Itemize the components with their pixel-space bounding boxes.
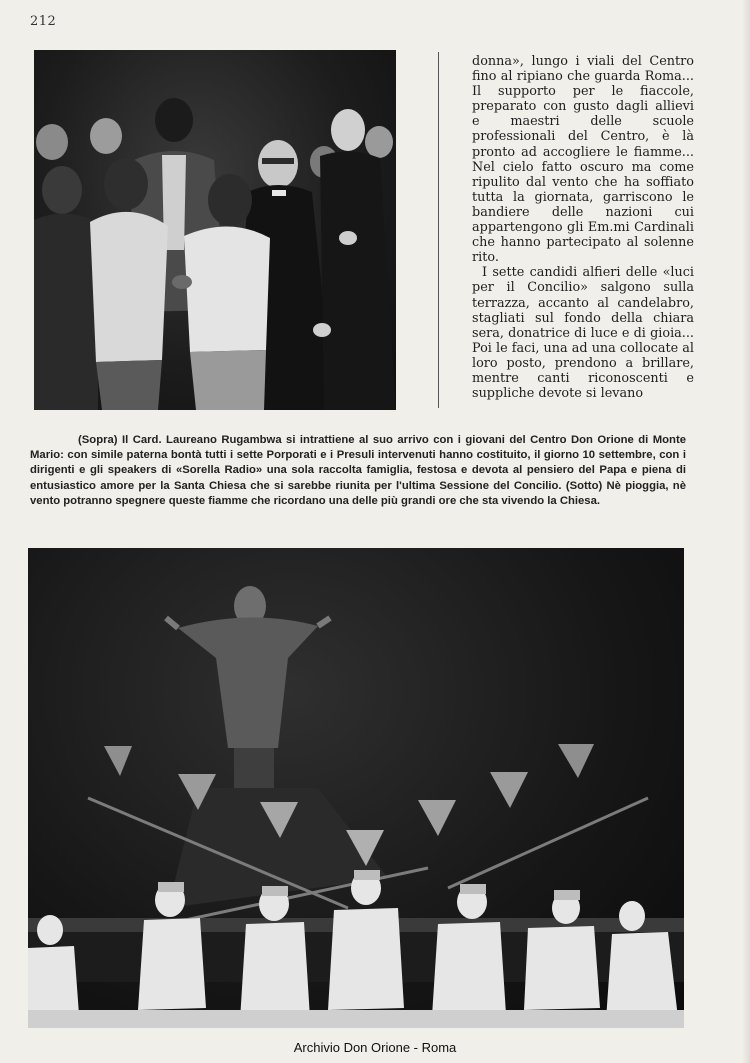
photo-cardinal-with-youths-illustration — [34, 50, 396, 410]
photo-cardinal-with-youths — [34, 50, 396, 410]
archive-footer: Archivio Don Orione - Roma — [293, 1040, 457, 1055]
photo-caption: (Sopra) Il Card. Laureano Rugambwa si intrattiene al suo arrivo con i giovani del Centro Don Orione di Monte Mario: con simile paterna bontà tutti i sette Porporati e i Presuli intervenuti hanno costituito, il giorno 10 settembre, con i dirigenti e gli speakers di «Sorella Radio» una sola raccolta famiglia, festosa e devota al pensiero del Papa e piena di entusiastico amore per la Santa Chiesa che si sarebbe riunita per l'ultima Sessione del Concilio. (Sotto) Nè pioggia, nè vento potranno spegnere queste fiamme che ricordano una delle più grandi ore che sta vivendo la Chiesa. — [30, 434, 686, 507]
article-paragraph: I sette candidi alfieri delle «luci per il Concilio» salgono sulla terrazza, accanto al candelabro, stagliati sul fondo della chiara sera, donatrice di luce e di gioia... Poi le faci, una ad una collocate al loro posto, prendono a brillare, mentre canti riconoscenti e suppliche devote si levano — [472, 265, 694, 402]
photo-torch-bearers-night — [28, 548, 684, 1028]
column-divider — [438, 52, 439, 408]
article-text-column — [472, 54, 694, 401]
page-number: 212 — [30, 14, 57, 29]
article-paragraph: donna», lungo i viali del Centro fino al ripiano che guarda Roma... Il supporto per le fiaccole, preparato con gusto dagli allievi e maestri delle scuole professionali del Centro, è là pronto ad accogliere le fiamme... Nel cielo fatto oscuro ma come ripulito dal vento che ha soffiato tutta la giornata, garriscono le bandiere delle nazioni cui appartengono gli Em.mi Cardinali che hanno partecipato al solenne rito. — [472, 54, 694, 266]
photo-torch-bearers-illustration — [28, 548, 684, 1028]
page-edge-shadow — [742, 0, 750, 1063]
